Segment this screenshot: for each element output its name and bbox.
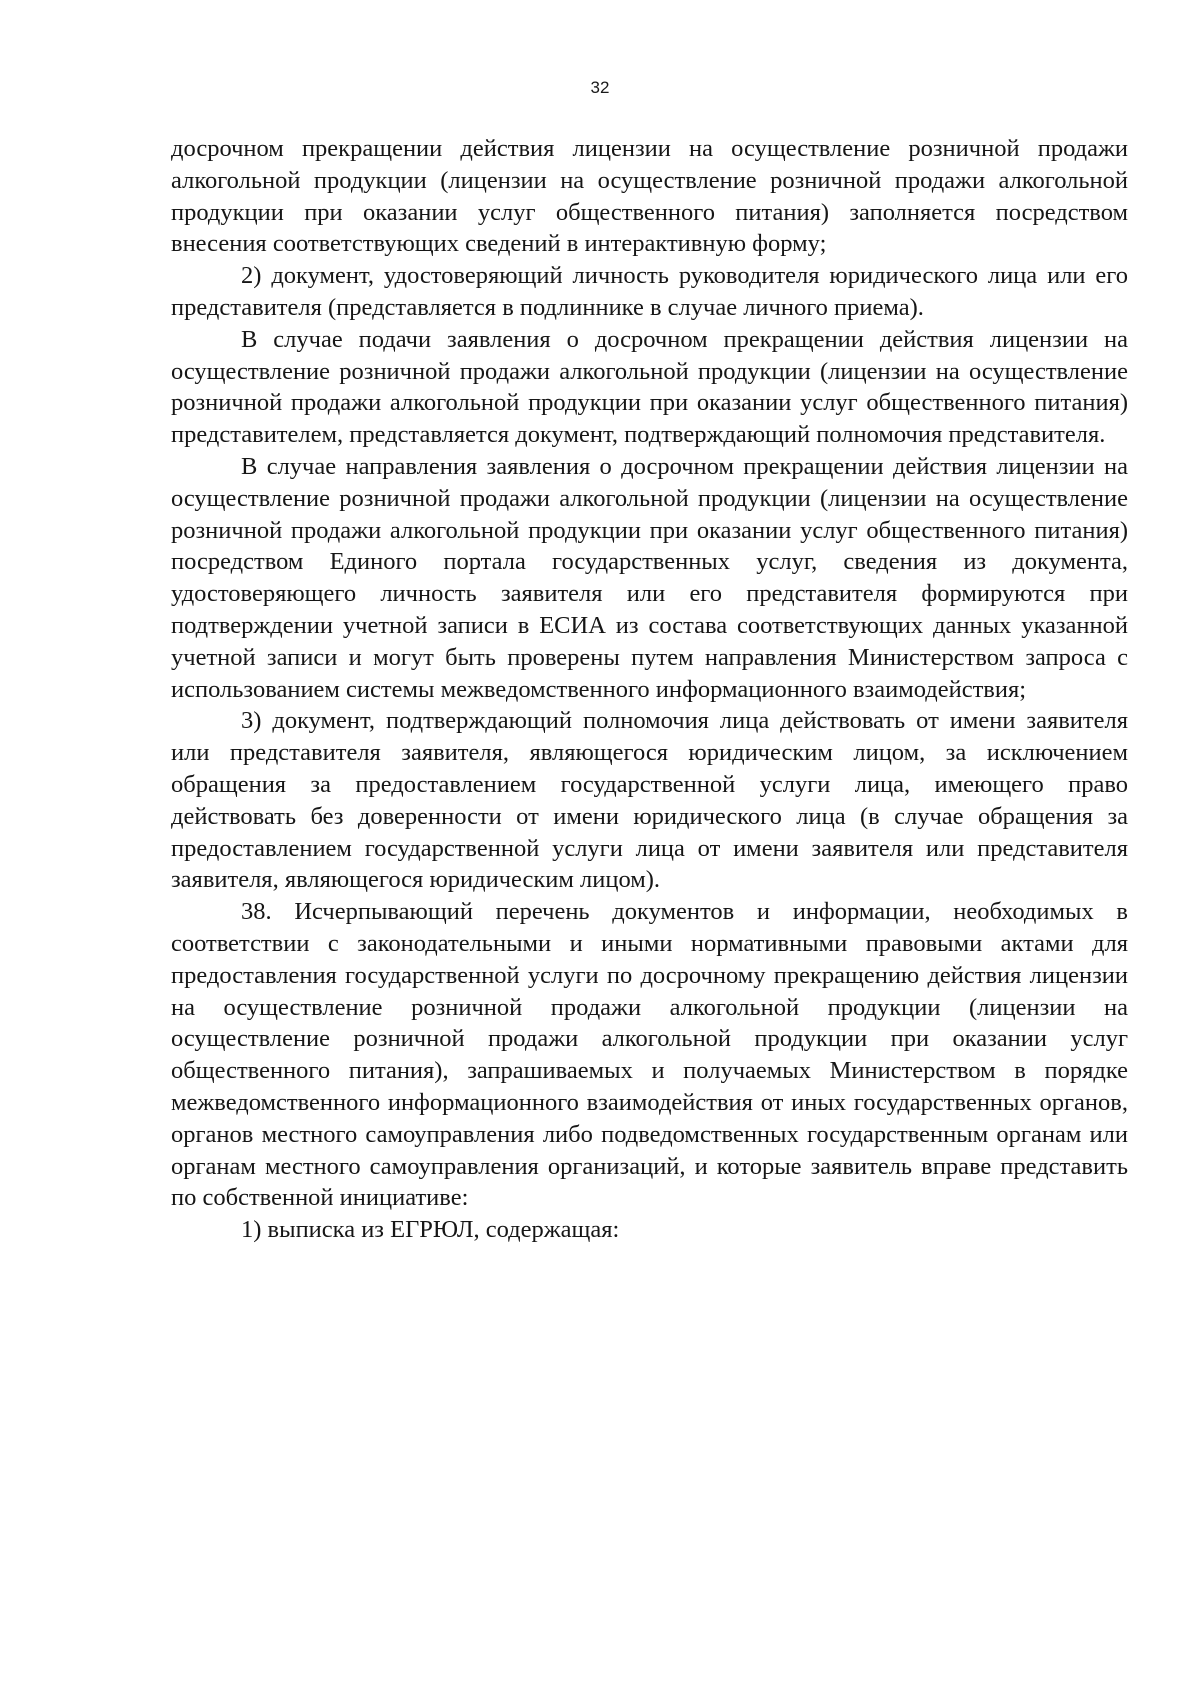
paragraph-continuation: досрочном прекращении действия лицензии на осуществление розничной продажи алкогольной продукции (лицензии на осуществление розничной продажи алкогольной продукции при оказании услуг общественного питания) заполняется посредством внесения соответствующих сведений в интерактивную форму; <box>171 135 1128 258</box>
paragraph-item-2-identity-document: 2) документ, удостоверяющий личность руководителя юридического лица или его представителя (представляется в подлиннике в случае личного приема). <box>171 262 1128 321</box>
paragraph-item-1-egrul-extract: 1) выписка из ЕГРЮЛ, содержащая: <box>241 1216 620 1244</box>
page-number: 32 <box>590 78 610 97</box>
document-body <box>171 133 1128 1246</box>
paragraph-section-38: 38. Исчерпывающий перечень документов и информации, необходимых в соответствии с законодательными и иными нормативными правовыми актами для предоставления государственной услуги по досрочному прекращению действия лицензии на осуществление розничной продажи алкогольной продукции (лицензии на осуществление розничной продажи алкогольной продукции при оказании услуг общественного питания), запрашиваемых и получаемых Министерством в порядке межведомственного информационного взаимодействия от иных государственных органов, органов местного самоуправления либо подведомственных государственным органам или органам местного самоуправления организаций, и которые заявитель вправе представить по собственной инициативе: <box>171 898 1128 1212</box>
paragraph-portal-submission: В случае направления заявления о досрочном прекращении действия лицензии на осуществление розничной продажи алкогольной продукции (лицензии на осуществление розничной продажи алкогольной продукции при оказании услуг общественного питания) посредством Единого портала государственных услуг, сведения из документа, удостоверяющего личность заявителя или его представителя формируются при подтверждении учетной записи в ЕСИА из состава соответствующих данных указанной учетной записи и могут быть проверены путем направления Министерством запроса с использованием системы межведомственного информационного взаимодействия; <box>171 452 1128 703</box>
paragraph-representative-submission: В случае подачи заявления о досрочном прекращении действия лицензии на осуществление розничной продажи алкогольной продукции (лицензии на осуществление розничной продажи алкогольной продукции при оказании услуг общественного питания) представителем, представляется документ, подтверждающий полномочия представителя. <box>171 325 1128 449</box>
paragraph-item-3-authority-document: 3) документ, подтверждающий полномочия лица действовать от имени заявителя или представителя заявителя, являющегося юридическим лицом, за исключением обращения за предоставлением государственной услуги лица, имеющего право действовать без доверенности от имени юридического лица (в случае обращения за предоставлением государственной услуги лица от имени заявителя или представителя заявителя, являющегося юридическим лицом). <box>171 707 1128 894</box>
